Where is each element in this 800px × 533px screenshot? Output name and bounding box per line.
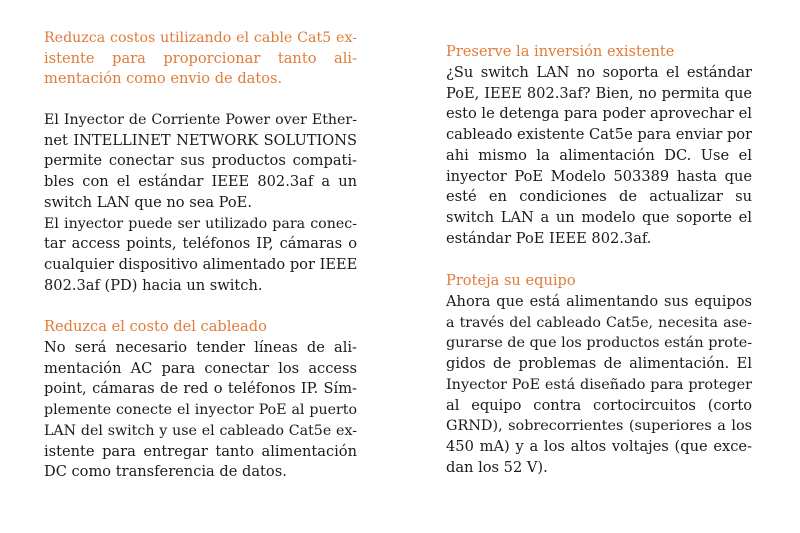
cabling-paragraph-line: plemente conecte el inyector PoE al puerto: [44, 402, 357, 419]
investment-paragraph-line: PoE, IEEE 802.3af? Bien, no permita que: [446, 84, 752, 102]
intro-heading-line: istente para proporcionar tanto ali-: [44, 49, 357, 67]
cabling-paragraph-line: mentación AC para conectar los access: [44, 359, 357, 377]
cabling-paragraph-line: No será necesario tender líneas de ali-: [44, 339, 357, 356]
investment-paragraph-line: ahi mismo la alimentación DC. Use el: [446, 146, 752, 164]
intro-paragraph-line: El Inyector de Corriente Power over Ether-: [44, 112, 357, 128]
intro-paragraph-line: 802.3af (PD) hacia un switch.: [44, 276, 263, 294]
protect-paragraph-line: a través del cableado Cat5e, necesita ase-: [446, 314, 752, 331]
investment-paragraph-line: esté en condiciones de actualizar su: [446, 188, 752, 206]
protect-paragraph-line: GRND), sobrecorrientes (superiores a los: [446, 418, 752, 435]
intro-heading-line: Reduzca costos utilizando el cable Cat5 ex-: [44, 30, 357, 46]
cabling-paragraph-line: DC como transferencia de datos.: [44, 463, 287, 481]
intro-paragraph-line: bles con el estándar IEEE 802.3af a un: [44, 173, 357, 191]
intro-paragraph-line: permite conectar sus productos compati-: [44, 152, 357, 170]
cabling-heading: Reduzca el costo del cableado: [44, 318, 267, 335]
protect-paragraph-line: gurarse de que los productos están prote-: [446, 335, 752, 352]
investment-paragraph-line: cableado existente Cat5e para enviar por: [446, 126, 752, 144]
investment-heading: Preserve la inversión existente: [446, 43, 675, 60]
investment-paragraph-line: estándar PoE IEEE 802.3af.: [446, 229, 652, 247]
protect-paragraph-line: Inyector PoE está diseñado para proteger: [446, 376, 752, 393]
intro-heading-line: mentación como envio de datos.: [44, 70, 283, 88]
protect-paragraph-line: dan los 52 V).: [446, 458, 548, 476]
investment-paragraph-line: esto le detenga para poder aprovechar el: [446, 105, 752, 123]
intro-paragraph-line: tar access points, teléfonos IP, cámaras o: [44, 235, 357, 253]
protect-paragraph-line: 450 mA) y a los altos voltajes (que exce-: [446, 437, 752, 455]
protect-paragraph-line: al equipo contra cortocircuitos (corto: [446, 396, 752, 414]
intro-paragraph-line: switch LAN que no sea PoE.: [44, 193, 252, 211]
intro-paragraph-line: El inyector puede ser utilizado para conec-: [44, 215, 357, 232]
cabling-paragraph-line: istente para entregar tanto alimentación: [44, 442, 357, 460]
investment-paragraph-line: switch LAN a un modelo que soporte el: [446, 208, 752, 226]
cabling-paragraph-line: point, cámaras de red o teléfonos IP. Sím-: [44, 380, 357, 398]
protect-paragraph-line: Ahora que está alimentando sus equipos: [446, 293, 752, 310]
investment-paragraph-line: ¿Su switch LAN no soporta el estándar: [446, 64, 752, 81]
intro-paragraph-line: cualquier dispositivo alimentado por IEEE: [44, 255, 357, 273]
protect-paragraph-line: gidos de problemas de alimentación. El: [446, 355, 752, 373]
protect-heading: Proteja su equipo: [446, 272, 576, 289]
intro-paragraph-line: net INTELLINET NETWORK SOLUTIONS: [44, 131, 357, 149]
cabling-paragraph-line: LAN del switch y use el cableado Cat5e ex-: [44, 422, 357, 439]
investment-paragraph-line: inyector PoE Modelo 503389 hasta que: [446, 167, 752, 185]
